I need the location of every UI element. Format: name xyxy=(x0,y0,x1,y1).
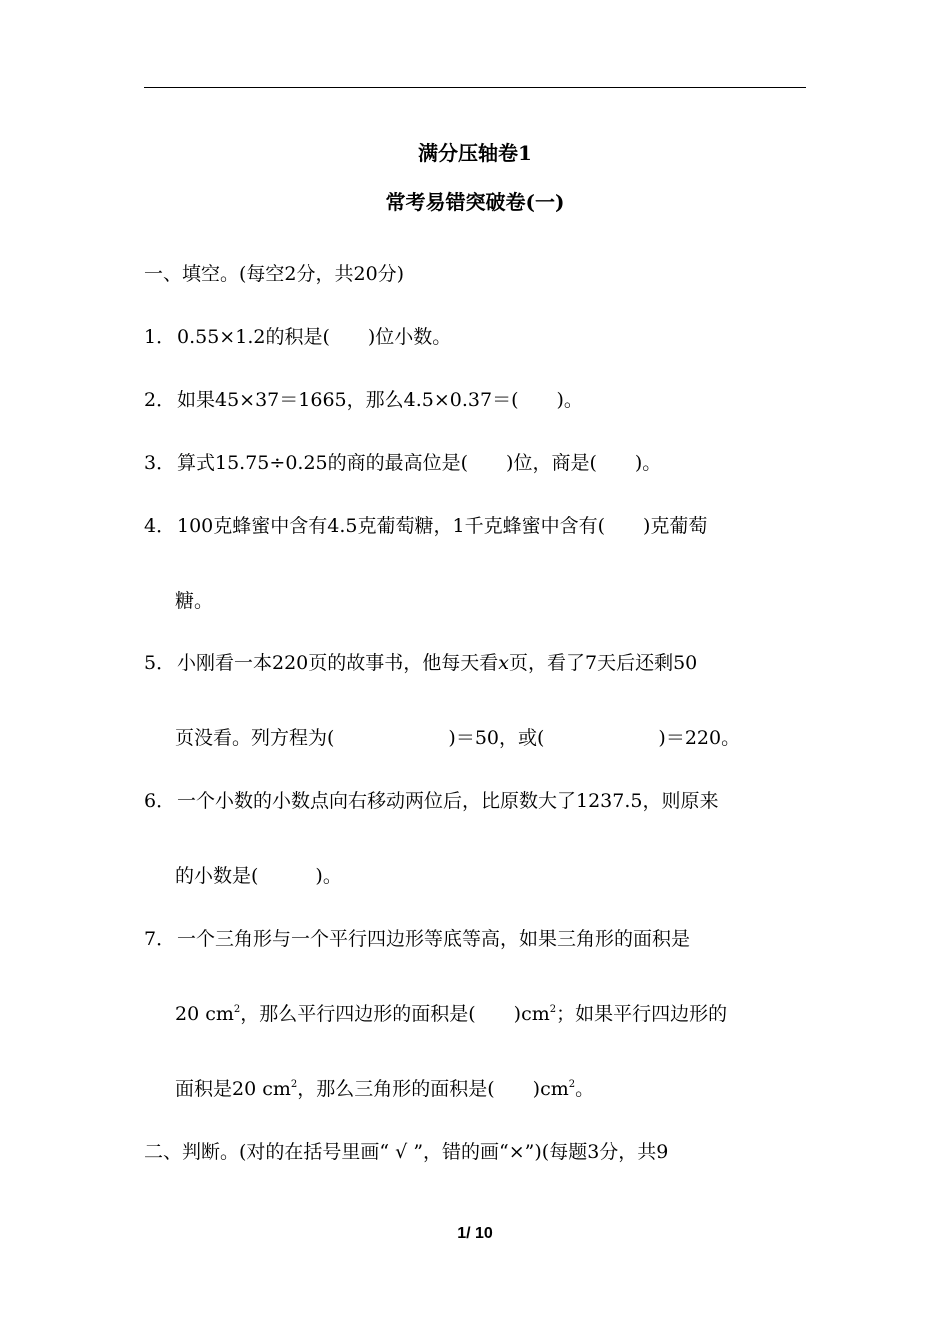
header-rule xyxy=(144,87,806,88)
question-6-continued: 的小数是( )。 xyxy=(175,865,342,887)
question-number: 1． xyxy=(144,326,176,348)
question-text: 一个三角形与一个平行四边形等底等高，如果三角形的面积是 xyxy=(177,928,691,950)
question-text: 0.55×1.2的积是( )位小数。 xyxy=(177,326,452,348)
question-7-continued-2: 面积是20 $cm^2$，那么三角形的面积是( )$cm^2$。 xyxy=(175,1078,595,1100)
question-6 xyxy=(144,789,718,813)
question-1 xyxy=(144,325,451,349)
question-number: 6． xyxy=(144,790,176,812)
page-title: 满分压轴卷1 xyxy=(418,141,532,165)
section1-heading: 一、填空。(每空2分，共20分) xyxy=(144,263,405,285)
question-3 xyxy=(144,451,661,475)
section2-heading: 二、判断。(对的在括号里画“ √ ”，错的画“×”)(每题3分，共9 xyxy=(144,1141,669,1163)
question-5-continued: 页没看。列方程为( )＝50，或( )＝220。 xyxy=(175,727,741,749)
question-number: 4． xyxy=(144,515,176,537)
question-7-continued: 20 $cm^2$，那么平行四边形的面积是( )$cm^2$；如果平行四边形的 xyxy=(175,1003,728,1025)
question-4 xyxy=(144,514,707,538)
question-number: 3． xyxy=(144,452,176,474)
question-4-continued: 糖。 xyxy=(175,590,214,612)
question-text: 100克蜂蜜中含有4.5克葡萄糖，1千克蜂蜜中含有( )克葡萄 xyxy=(177,515,708,537)
question-5 xyxy=(144,651,697,675)
question-text: 算式15.75÷0.25的商的最高位是( )位，商是( )。 xyxy=(177,452,662,474)
question-2 xyxy=(144,388,583,412)
question-number: 5． xyxy=(144,652,176,674)
question-7 xyxy=(144,927,690,951)
page-number: 1/ 10 xyxy=(457,1225,493,1242)
question-number: 7． xyxy=(144,928,176,950)
question-text: 小刚看一本220页的故事书，他每天看 xyxy=(177,652,499,674)
question-text: 一个小数的小数点向右移动两位后，比原数大了1237.5，则原来 xyxy=(177,790,719,812)
question-number: 2． xyxy=(144,389,176,411)
page-subtitle: 常考易错突破卷(一) xyxy=(385,190,565,214)
question-text: 如果45×37＝1665，那么4.5×0.37＝( )。 xyxy=(177,389,583,411)
question-text: 页，看了7天后还剩50 xyxy=(509,652,698,674)
variable-x: x xyxy=(498,652,509,674)
